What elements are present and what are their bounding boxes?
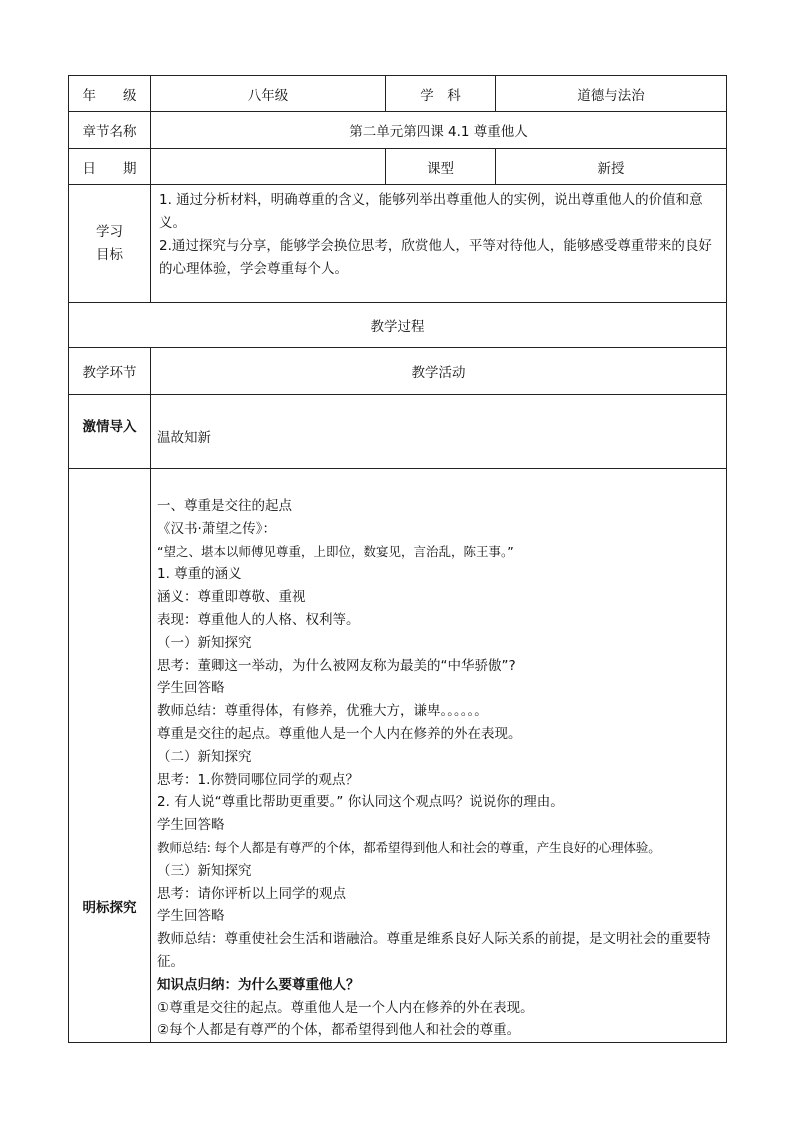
header-row-date — [69, 149, 727, 185]
objectives-content — [151, 185, 727, 303]
chapter-label: 章节名称 — [69, 112, 151, 149]
process-header-row — [69, 348, 727, 395]
content-line: 学生回答略 — [157, 908, 225, 925]
grade-value: 八年级 — [151, 76, 386, 112]
process-title: 教学过程 — [69, 303, 727, 348]
content-line: 思考：请你评析以上同学的观点 — [157, 885, 346, 902]
subject-value: 道德与法治 — [496, 76, 727, 112]
objectives-label-line1: 学习 — [96, 223, 123, 240]
summary-item: ②每个人都是有尊严的个体，都希望得到他人和社会的尊重。 — [157, 1022, 521, 1039]
intro-activity: 温故知新 — [151, 395, 727, 469]
summary-item: ①尊重是交往的起点。尊重他人是一个人内在修养的外在表现。 — [157, 999, 534, 1016]
date-value — [151, 149, 386, 185]
lesson-plan-table — [68, 75, 727, 1043]
content-line: 涵义：尊重即尊敬、重视 — [157, 589, 306, 606]
objective-item: 1. 通过分析材料，明确尊重的含义，能够列举出尊重他人的实例，说出尊重他人的价值和意义。 — [159, 192, 703, 231]
content-line: （一）新知探究 — [157, 634, 252, 651]
content-line: 《汉书·萧望之传》： — [157, 520, 277, 537]
objectives-row — [69, 185, 727, 303]
chapter-value: 第二单元第四课 4.1 尊重他人 — [151, 112, 727, 149]
content-line: 1. 尊重的涵义 — [157, 566, 242, 583]
explore-content — [151, 469, 727, 1043]
content-line: 一、尊重是交往的起点 — [157, 498, 292, 514]
summary-title: 知识点归纳：为什么要尊重他人？ — [157, 976, 360, 993]
objectives-label-line2: 目标 — [96, 246, 123, 263]
explore-row — [69, 469, 727, 1043]
subject-label: 学 科 — [386, 76, 496, 112]
stage-column-header: 教学环节 — [69, 348, 151, 395]
date-label: 日 期 — [69, 149, 151, 185]
content-line: （二）新知探究 — [157, 748, 252, 765]
header-row-chapter — [69, 112, 727, 149]
objectives-label — [69, 185, 151, 303]
content-line: 教师总结：尊重使社会生活和谐融洽。尊重是维系良好人际关系的前提，是文明社会的重要特征。 — [157, 931, 711, 970]
content-line: 2. 有人说“尊重比帮助更重要。” 你认同这个观点吗？说说你的理由。 — [157, 794, 564, 811]
content-line: 教师总结: 每个人都是有尊严的个体，都希望得到他人和社会的尊重，产生良好的心理体验。 — [157, 839, 661, 855]
intro-stage: 激情导入 — [69, 395, 151, 469]
objective-item: 2.通过探究与分享，能够学会换位思考，欣赏他人，平等对待他人，能够感受尊重带来的良好的心理体验，学会尊重每个人。 — [159, 238, 712, 277]
content-line: 学生回答略 — [157, 817, 225, 834]
content-line: 尊重是交往的起点。尊重他人是一个人内在修养的外在表现。 — [157, 725, 522, 742]
content-line: （三）新知探究 — [157, 862, 252, 879]
activity-column-header: 教学活动 — [151, 348, 727, 395]
lesson-plan-page — [68, 75, 726, 1043]
content-line: 思考：董卿这一举动，为什么被网友称为最美的“中华骄傲”? — [157, 657, 516, 674]
header-row-grade — [69, 76, 727, 112]
type-value: 新授 — [496, 149, 727, 185]
content-line: 学生回答略 — [157, 680, 225, 697]
content-line: 思考：1.你赞同哪位同学的观点？ — [157, 771, 359, 788]
explore-stage: 明标探究 — [69, 469, 151, 1043]
content-line: “望之、堪本以师傅见尊重，上即位，数宴见，言治乱，陈王事。” — [157, 543, 514, 559]
grade-label: 年 级 — [69, 76, 151, 112]
intro-row — [69, 395, 727, 469]
content-line: 教师总结：尊重得体，有修养，优雅大方，谦卑。。。。。。 — [157, 703, 488, 720]
process-title-row — [69, 303, 727, 348]
content-line: 表现：尊重他人的人格、权利等。 — [157, 611, 360, 628]
type-label: 课型 — [386, 149, 496, 185]
